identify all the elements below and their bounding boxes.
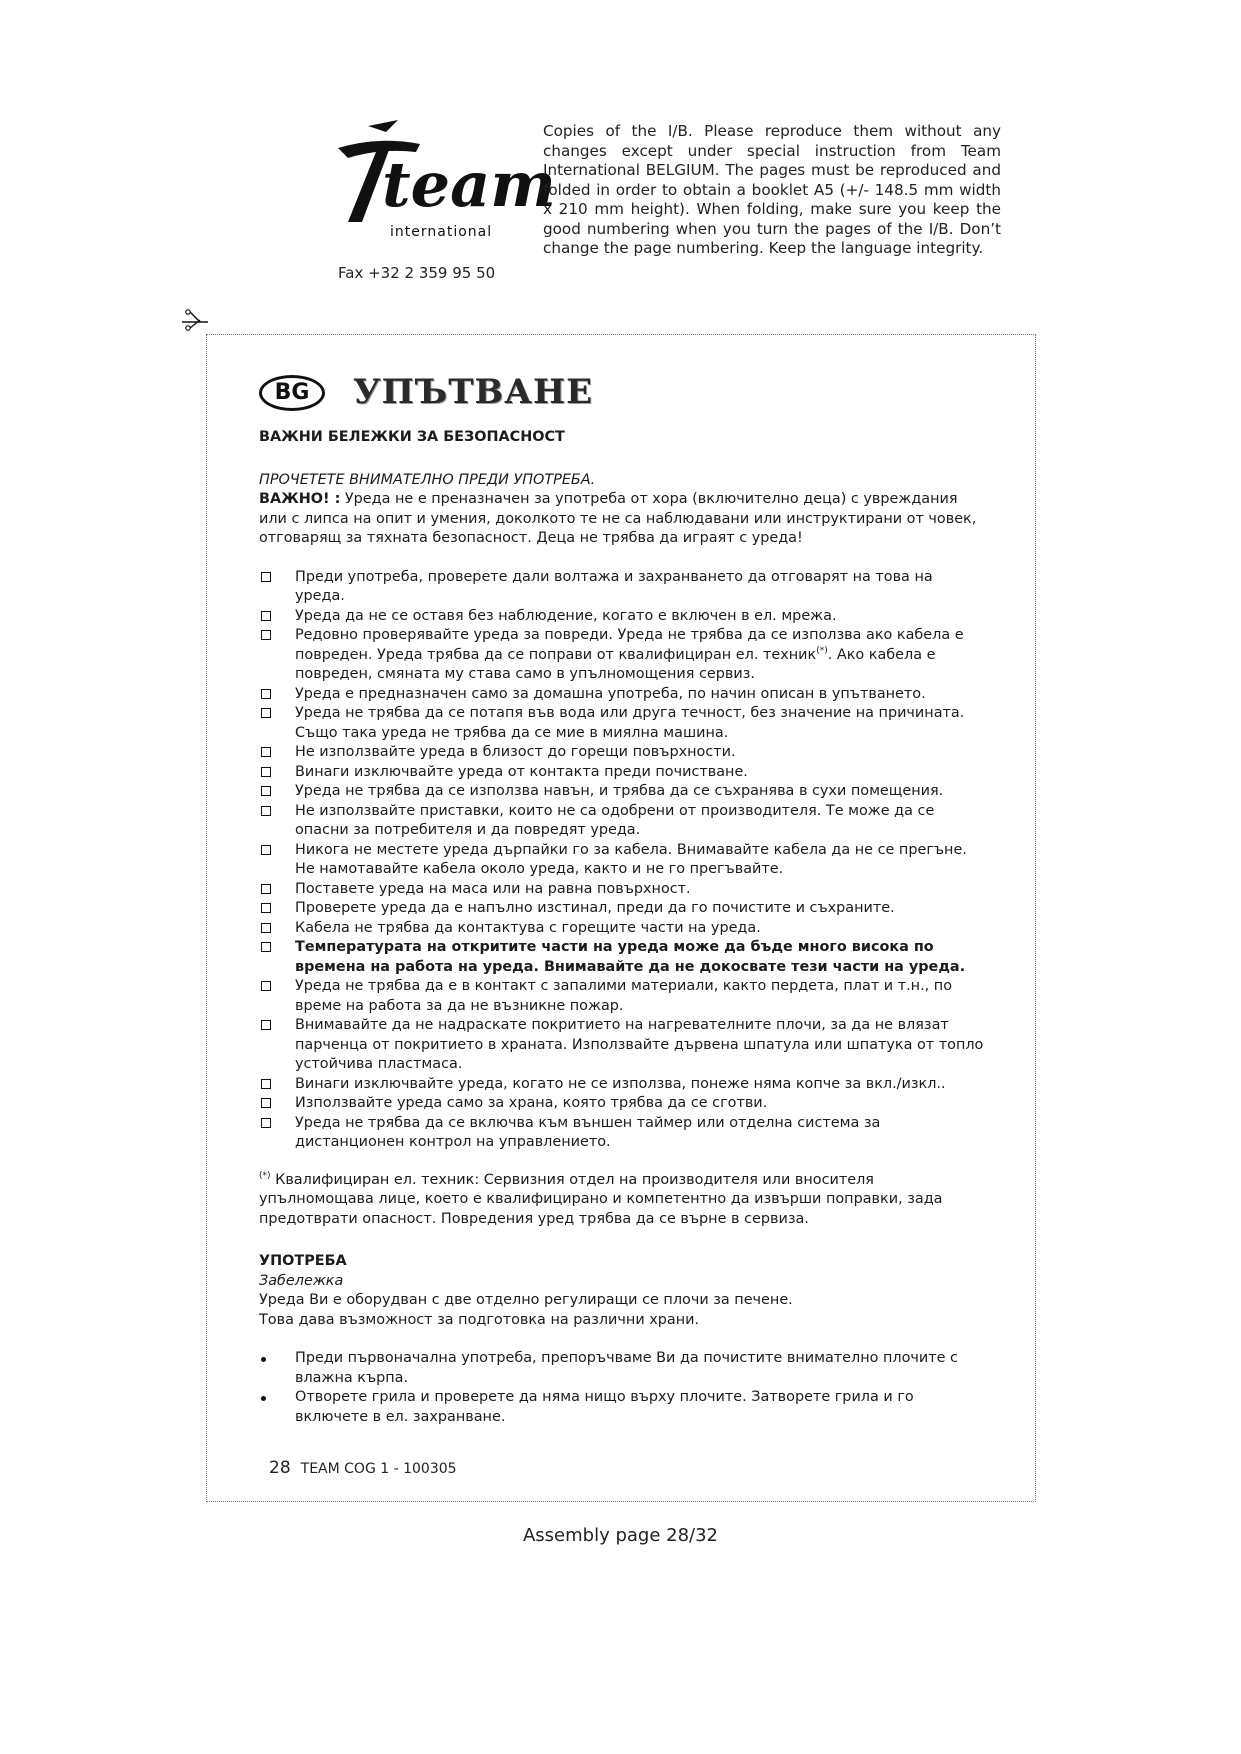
checkbox-bullet-icon [261, 942, 271, 952]
list-item: Никога не местете уреда дърпайки го за кабела. Внимавайте кабела да не се прегъне. Не намотавайте кабела около уреда, както и не го прегъвайте. [259, 841, 984, 880]
fax-number: Fax +32 2 359 95 50 [338, 264, 496, 282]
checkbox-bullet-icon [261, 923, 271, 933]
manual-page [259, 370, 984, 1427]
checkbox-bullet-icon [261, 708, 271, 718]
checkbox-bullet-icon [261, 1118, 271, 1128]
checkbox-bullet-icon [261, 845, 271, 855]
usage-note-label: Забележка [259, 1272, 344, 1289]
title-row [259, 370, 984, 416]
list-item: Използвайте уреда само за храна, която трябва да се сготви. [259, 1094, 984, 1114]
list-item: Уреда не трябва да се потапя във вода или друга течност, без значение на причината. Също така уреда не трябва да се мие в миялна машина. [259, 704, 984, 743]
safety-heading: ВАЖНИ БЕЛЕЖКИ ЗА БЕЗОПАСНОСТ [259, 429, 565, 445]
safety-checklist [259, 568, 984, 1153]
checkbox-bullet-icon [261, 806, 271, 816]
list-item: Уреда не трябва да се включва към външен таймер или отделна система за дистанционен контрол на управлението. [259, 1114, 984, 1153]
read-carefully-note: ПРОЧЕТЕТЕ ВНИМАТЕЛНО ПРЕДИ УПОТРЕБА. [259, 471, 596, 488]
language-badge: BG [259, 375, 325, 411]
list-item: Уреда да не се оставя без наблюдение, когато е включен в ел. мрежа. [259, 607, 984, 627]
usage-bullets [259, 1349, 984, 1427]
checkbox-bullet-icon [261, 981, 271, 991]
footnote-mark: (*) [259, 1170, 271, 1181]
checkbox-bullet-icon [261, 903, 271, 913]
checkbox-bullet-icon [261, 1079, 271, 1089]
checkbox-bullet-icon [261, 884, 271, 894]
checkbox-bullet-icon [261, 786, 271, 796]
checkbox-bullet-icon [261, 767, 271, 777]
list-item: Отворете грила и проверете да няма нищо върху плочите. Затворете грила и го включете в ел. захранване. [259, 1388, 984, 1427]
usage-heading: УПОТРЕБА [259, 1253, 347, 1269]
checkbox-bullet-icon [261, 1098, 271, 1108]
list-item: Внимавайте да не надраскате покритието на нагревателните плочи, за да не влязат парченца от покритието в храната. Използвайте дървена шпатула или шпатука от топло устойчива пластмаса. [259, 1016, 984, 1075]
usage-line: Уреда Ви е оборудван с две отделно регулиращи се плочи за печене. [259, 1292, 793, 1308]
checkbox-bullet-icon [261, 611, 271, 621]
footnote-mark: (*) [816, 645, 828, 656]
list-item: Винаги изключвайте уреда, когато не се използва, понеже няма копче за вкл./изкл.. [259, 1075, 984, 1095]
page-number: 28 [269, 1458, 291, 1478]
list-item: Кабела не трябва да контактува с горещите части на уреда. [259, 919, 984, 939]
logo-wordmark: team [382, 148, 556, 221]
team-international-logo [328, 118, 556, 244]
list-item: Уреда не трябва да е в контакт с запалими материали, както пердета, плат и т.н., по време на работа за да не възникне пожар. [259, 977, 984, 1016]
list-item: Преди употреба, проверете дали волтажа и захранването да отговарят на това на уреда. [259, 568, 984, 607]
important-label: ВАЖНО! : [259, 491, 341, 507]
important-paragraph [259, 490, 984, 549]
checkbox-bullet-icon [261, 630, 271, 640]
bullet-dot-icon [261, 1396, 266, 1401]
list-item: Преди първоначална употреба, препоръчваме Ви да почистите внимателно плочите с влажна кърпа. [259, 1349, 984, 1388]
checkbox-bullet-icon [261, 572, 271, 582]
page-title: УПЪТВАНЕ [353, 372, 593, 413]
list-item: Винаги изключвайте уреда от контакта преди почистване. [259, 763, 984, 783]
list-item-warning: Температурата на откритите части на уреда може да бъде много висока по времена на работа на уреда. Внимавайте да не докосвате тези части на уреда. [259, 938, 984, 977]
usage-line: Това дава възможност за подготовка на различни храни. [259, 1311, 700, 1328]
list-item: Проверете уреда да е напълно изстинал, преди да го почистите и съхраните. [259, 899, 984, 919]
list-item: Редовно проверявайте уреда за повреди. Уреда не трябва да се използва ако кабела е повреден. Уреда трябва да се поправи от квалифициран ел. техник(*). Ако кабела е повреден, смяната му става само в упълномощения сервиз. [259, 626, 984, 685]
model-code: TEAM COG 1 - 100305 [300, 1461, 457, 1477]
important-text: Уреда не е преназначен за употреба от хора (включително деца) с увреждания или с липса на опит и умения, доколкото те не са наблюдавани или инструктирани от човек, отговарящ за тяхната безопасност. Деца не трябва да играят с уреда! [259, 491, 977, 546]
list-item: Уреда е предназначен само за домашна употреба, по начин описан в упътването. [259, 685, 984, 705]
bullet-dot-icon [261, 1357, 266, 1362]
page-footer [269, 1458, 457, 1478]
checkbox-bullet-icon [261, 689, 271, 699]
checkbox-bullet-icon [261, 1020, 271, 1030]
technician-footnote: (*) Квалифициран ел. техник: Сервизния отдел на производителя или вносителя упълномощава лице, което е квалифицирано и компетентно да извърши поправки, зада предотврати опасност. Повредения уред трябва да се върне в сервиза. [259, 1170, 943, 1227]
assembly-page-label: Assembly page 28/32 [522, 1525, 719, 1546]
reproduction-instructions: Copies of the I/B. Please reproduce them without any changes except under special instruction from Team International BELGIUM. The pages must be reproduced and folded in order to obtain a booklet A5 (+/- 148.5 mm width x 210 mm height). When folding, make sure you keep the good numbering when you turn the pages of the I/B. Don’t change the page numbering. Keep the language integrity. [543, 122, 1001, 257]
list-item: Уреда не трябва да се използва навън, и трябва да се съхранява в сухи помещения. [259, 782, 984, 802]
checkbox-bullet-icon [261, 747, 271, 757]
list-item: Не използвайте приставки, които не са одобрени от производителя. Те може да се опасни за потребителя и да повредят уреда. [259, 802, 984, 841]
list-item: Не използвайте уреда в близост до горещи повърхности. [259, 743, 984, 763]
logo-subtitle: international [390, 224, 493, 240]
scissors-icon [180, 308, 210, 330]
list-item: Поставете уреда на маса или на равна повърхност. [259, 880, 984, 900]
